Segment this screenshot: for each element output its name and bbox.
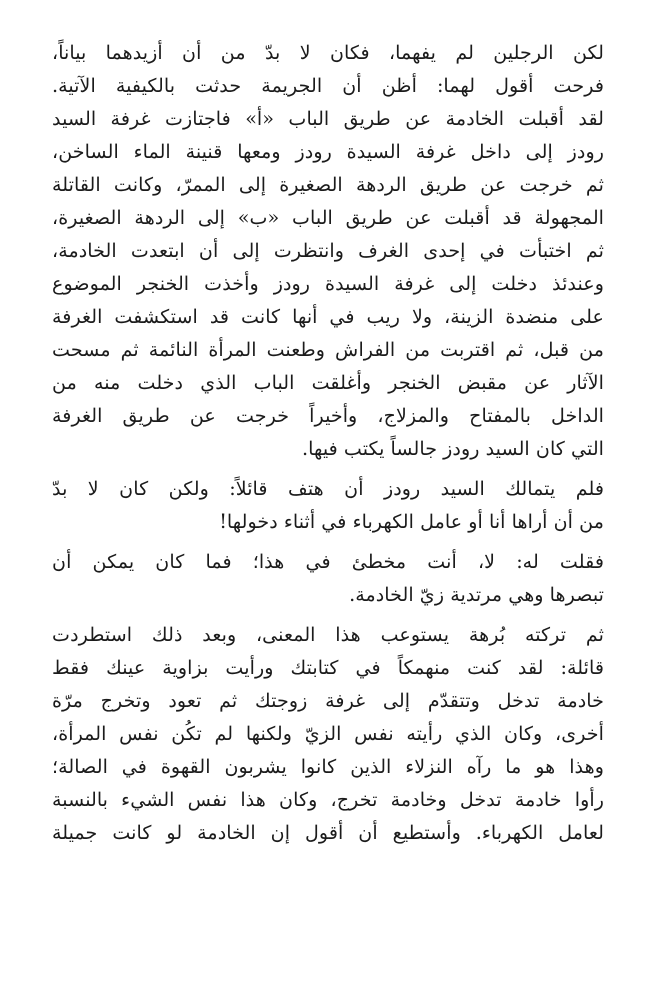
text-line: الآثار عن مقبض الخنجر وأغلقت الباب الذي دخلت منه من bbox=[52, 371, 604, 394]
text-line: قائلة: لقد كنت منهمكاً في كتابتك ورأيت بزاوية عينك فقط bbox=[52, 656, 604, 679]
text-line: رأوا خادمة تدخل وخادمة تخرج، وكان هذا نفس الشيء بالنسبة bbox=[52, 788, 604, 811]
paragraph bbox=[52, 545, 604, 611]
text-line: ثم اختبأت في إحدى الغرف وانتظرت إلى أن ابتعدت الخادمة، bbox=[52, 239, 604, 262]
text-line: من أن أراها أنا أو عامل الكهرباء في أثناء دخولها! bbox=[219, 510, 604, 533]
text-line: لقد أقبلت الخادمة عن طريق الباب «أ» فاجتازت غرفة السيد bbox=[52, 107, 604, 130]
text-line: لكن الرجلين لم يفهما، فكان لا بدّ من أن أزيدهما بياناً، bbox=[52, 41, 604, 64]
text-line: أخرى، وكان الذي رأيته نفس الزيّ ولكنها لم تكُن نفس المرأة، bbox=[52, 722, 604, 745]
text-line: التي كان السيد رودز جالساً يكتب فيها. bbox=[302, 437, 604, 460]
text-line: المجهولة قد أقبلت عن طريق الباب «ب» إلى الردهة الصغيرة، bbox=[52, 206, 604, 229]
text-line: لعامل الكهرباء. وأستطيع أن أقول إن الخادمة لو كانت جميلة bbox=[52, 821, 604, 844]
text-line: فقلت له: لا، أنت مخطئ في هذا؛ فما كان يمكن أن bbox=[52, 550, 604, 573]
text-line: فلم يتمالك السيد رودز أن هتف قائلاً: ولكن كان لا بدّ bbox=[52, 477, 604, 500]
book-page bbox=[52, 36, 604, 849]
text-line: على منضدة الزينة، ولا ريب في أنها كانت قد استكشفت الغرفة bbox=[52, 305, 604, 328]
text-line: الداخل بالمفتاح والمزلاج، وأخيراً خرجت عن طريق الغرفة bbox=[52, 404, 604, 427]
paragraph bbox=[52, 618, 604, 849]
text-line: ثم خرجت عن طريق الردهة الصغيرة إلى الممرّ، وكانت القاتلة bbox=[52, 173, 604, 196]
text-line: تبصرها وهي مرتدية زيّ الخادمة. bbox=[349, 583, 604, 606]
paragraph bbox=[52, 36, 604, 465]
text-line: ثم تركته بُرهة يستوعب هذا المعنى، وبعد ذلك استطردت bbox=[52, 623, 604, 646]
text-line: وعندئذ دخلت إلى غرفة السيدة رودز وأخذت الخنجر الموضوع bbox=[52, 272, 604, 295]
paragraph-gap bbox=[52, 538, 604, 545]
text-line: خادمة تدخل وتتقدّم إلى غرفة زوجتك ثم تعود وتخرج مرّة bbox=[52, 689, 604, 712]
paragraph bbox=[52, 472, 604, 538]
text-line: من قبل، ثم اقتربت من الفراش وطعنت المرأة النائمة ثم مسحت bbox=[52, 338, 604, 361]
text-line: وهذا هو ما رآه النزلاء الذين كانوا يشربون القهوة في الصالة؛ bbox=[52, 755, 604, 778]
text-line: رودز إلى داخل غرفة السيدة رودز ومعها قنينة الماء الساخن، bbox=[52, 140, 604, 163]
paragraph-gap bbox=[52, 465, 604, 472]
text-line: فرحت أقول لهما: أظن أن الجريمة حدثت بالكيفية الآتية. bbox=[52, 74, 604, 97]
paragraph-gap bbox=[52, 611, 604, 618]
